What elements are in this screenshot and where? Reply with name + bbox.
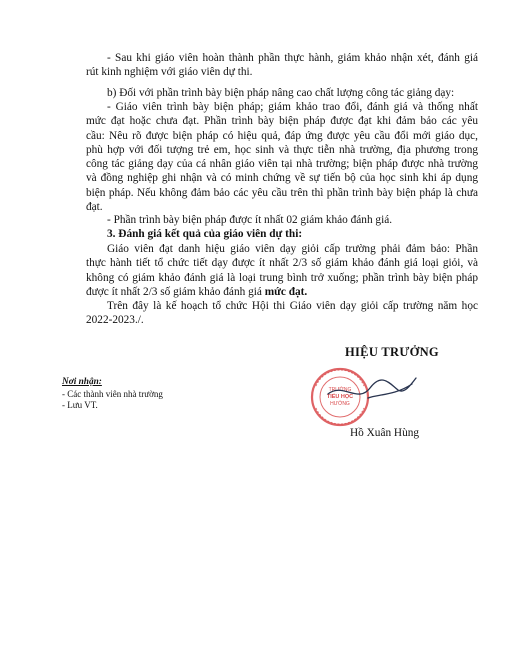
text-line: không có giám khảo đánh giá là loại trung bình trở xuống; phần trình bày biện pháp <box>86 271 478 284</box>
text-line: rút kinh nghiệm với giáo viên dự thi. <box>86 66 253 79</box>
paragraph-examiner-count <box>86 213 478 227</box>
paragraph-closing <box>86 299 478 328</box>
official-seal-and-signature <box>298 364 420 430</box>
section-heading-results: 3. Đánh giá kết quả của giáo viên dự thi: <box>107 228 303 240</box>
recipient-item: - Lưu VT. <box>62 400 98 410</box>
text-line: mức đạt hoặc chưa đạt. Phần trình bày biện pháp được đạt khi đảm bảo các yêu <box>86 115 478 128</box>
text-line: b) Đối với phần trình bày biện pháp nâng cao chất lượng công tác giảng dạy: <box>107 87 455 99</box>
paragraph-practice-review <box>86 51 478 80</box>
paragraph-measure-requirements <box>86 100 478 214</box>
text-line: Giáo viên đạt danh hiệu giáo viên dạy giỏi cấp trường phải đảm bảo: Phần <box>107 243 478 255</box>
seal-line-2: TIỂU HỌC <box>326 394 354 400</box>
paragraph-section-b <box>86 86 478 100</box>
recipients-title: Nơi nhận: <box>62 377 102 387</box>
text-line: phù hợp với đối tượng trẻ em, học sinh và thực tiễn nhà trường, địa phương trong <box>86 143 478 156</box>
text-line: biện pháp. Nếu không đảm bảo các yêu cầu trên thì phần trình bày biện pháp là chưa <box>86 186 478 199</box>
recipient-item: - Các thành viên nhà trường <box>62 388 163 399</box>
text-line: thực hành tiết tổ chức tiết dạy được ít nhất 2/3 số giám khảo đánh giá loại giỏi, và <box>86 257 478 270</box>
emphasis-text: mức đạt. <box>264 285 308 298</box>
text-line: - Sau khi giáo viên hoàn thành phần thực hành, giám khảo nhận xét, đánh giá <box>107 52 478 64</box>
seal-line-1: TRƯỜNG <box>328 387 352 393</box>
text-line: cầu: Nêu rõ được biện pháp có hiệu quả, đáp ứng được yêu cầu đổi mới giáo dục, <box>86 129 478 142</box>
signature-title: HIỆU TRƯỞNG <box>345 345 439 359</box>
text-line: công tác giảng dạy của cá nhân giáo viên tại nhà trường; biện pháp được nhà trường <box>86 158 478 171</box>
text-line: Trên đây là kế hoạch tổ chức Hội thi Giáo viên dạy giỏi cấp trường năm học <box>107 300 478 312</box>
text-line: 2022-2023./. <box>86 314 144 327</box>
seal-line-3: HƯỚNG <box>330 401 350 407</box>
text-line: được ít nhất 2/3 số giám khảo đánh giá mức đạt. <box>86 285 308 298</box>
text-line: và đồng nghiệp ghi nhận và có minh chứng về sự tiến bộ của học sinh khi áp dụng <box>86 172 478 185</box>
signer-name: Hồ Xuân Hùng <box>350 427 420 439</box>
recipients-block <box>62 377 163 412</box>
text-line: - Giáo viên trình bày biện pháp; giám khảo trao đổi, đánh giá và thống nhất <box>107 101 478 113</box>
text-line: - Phần trình bày biện pháp được ít nhất 02 giám khảo đánh giá. <box>107 214 393 226</box>
text-line: đạt. <box>86 201 103 214</box>
paragraph-results-criteria <box>86 242 478 299</box>
